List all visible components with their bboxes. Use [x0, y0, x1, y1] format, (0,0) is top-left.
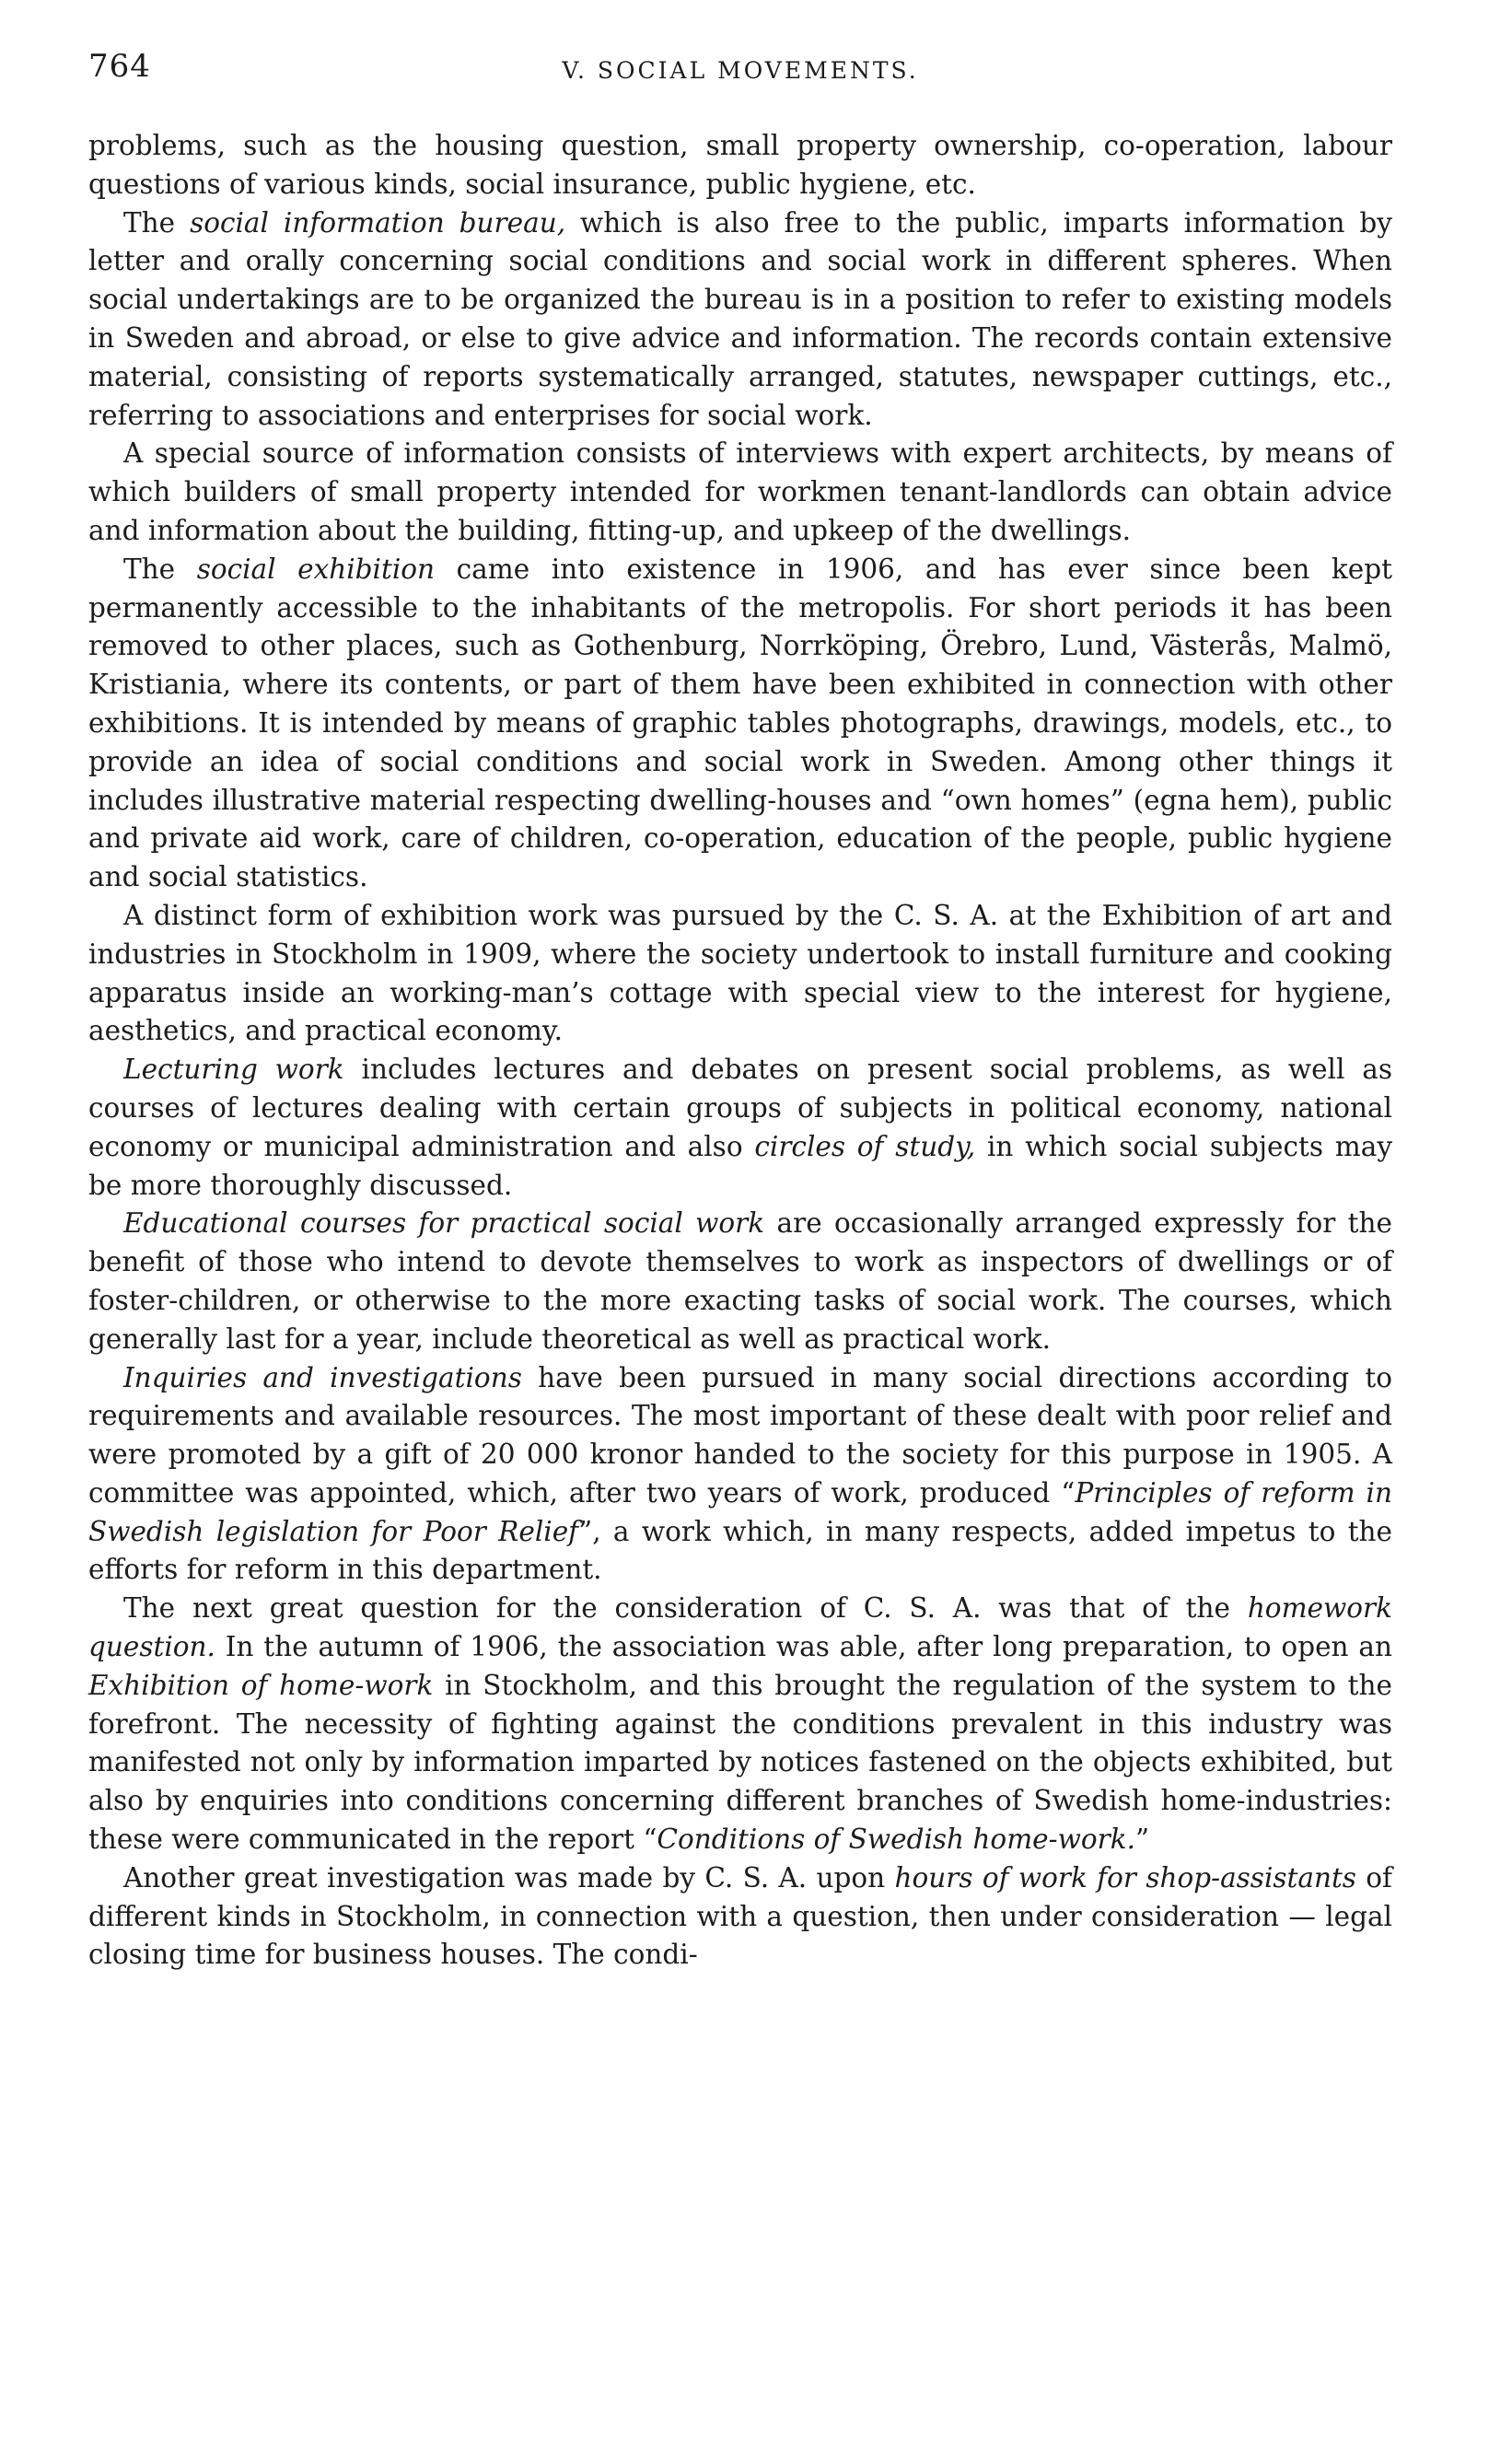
italic-phrase: social information bureau, — [190, 206, 566, 239]
text-run: in Stockholm, and this brought the regulation of the system to the forefront. The necessity of fighting against the conditions prevalent in this industry was manifested not only by information imparted by notices fastened on the objects exhibited, but also by enquiries into conditions concerning different branches of Swedish home-industries: these were communicated in the report “ — [88, 1669, 1392, 1856]
body-text — [88, 127, 1392, 1975]
italic-phrase: homework question. — [88, 1592, 1392, 1663]
italic-phrase: Conditions of Swedish home-work. — [657, 1824, 1135, 1856]
paragraph — [88, 1859, 1392, 1975]
text-run: A special source of information consists of interviews with expert architects, by means of which builders of small property intended for workmen tenant-landlords can obtain advice and information about the building, fitting-up, and upkeep of the dwellings. — [88, 437, 1392, 546]
paragraph — [88, 1359, 1392, 1591]
italic-phrase: Lecturing work — [123, 1054, 344, 1086]
page-number: 764 — [88, 48, 151, 85]
text-run: have been pursued in many social directions according to requirements and available resources. The most important of these dealt with poor relief and were promoted by a gift of 20 000 kronor handed to the society for this purpose in 1905. A committee was appointed, which, after two years of work, produced “ — [88, 1361, 1392, 1509]
text-run: Another great investigation was made by C. S. A. upon — [123, 1861, 895, 1894]
text-run: The — [123, 206, 191, 239]
paragraph — [88, 1205, 1392, 1358]
text-run: which is also free to the public, imparts information by letter and orally concerning social conditions and social work in different spheres. When social undertakings are to be organized the bureau is in a position to refer to existing models in Sweden and abroad, or else to give advice and information. The records contain extensive material, consisting of reports systematically arranged, statutes, newspaper cuttings, etc., referring to associations and enterprises for social work. — [88, 206, 1392, 431]
paragraph — [88, 204, 1392, 436]
paragraph — [88, 1051, 1392, 1205]
italic-phrase: Principles of reform in Swedish legislation for Poor Relief — [88, 1476, 1392, 1547]
text-run: of different kinds in Stockholm, in connection with a question, then under consideration — legal closing time for business houses. The condi- — [88, 1861, 1392, 1971]
book-page — [88, 48, 1392, 1975]
paragraph — [88, 897, 1392, 1051]
text-run: ”, a work which, in many respects, added impetus to the efforts for reform in this department. — [88, 1515, 1393, 1586]
text-run: The next great question for the consideration of C. S. A. was that of the — [123, 1592, 1248, 1625]
text-run: ” — [1134, 1824, 1150, 1856]
text-run: came into existence in 1906, and has ever since been kept permanently accessible to the inhabitants of the metropolis. For short periods it has been removed to other places, such as Gothenburg, Norrköping, Örebro, Lund, Västerås, Malmö, Kristiania, where its contents, or part of them have been exhibited in connection with other exhibitions. It is intended by means of graphic tables photographs, drawings, models, etc., to provide an idea of social conditions and social work in Sweden. Among other things it includes illustrative material respecting dwelling-houses and “own homes” (egna hem), public and private aid work, care of children, co-operation, education of the people, public hygiene and social statistics. — [88, 553, 1392, 893]
paragraph — [88, 551, 1392, 897]
text-run: problems, such as the housing question, small property ownership, co-operation, labour questions of various kinds, social insurance, public hygiene, etc. — [88, 130, 1392, 200]
italic-phrase: social exhibition — [196, 553, 436, 585]
italic-phrase: Exhibition of home-work — [88, 1669, 434, 1701]
italic-phrase: Inquiries and investigations — [123, 1361, 522, 1393]
paragraph — [88, 435, 1392, 550]
text-run: A distinct form of exhibition work was pursued by the C. S. A. at the Exhibition of art and industries in Stockholm in 1909, where the society undertook to install furniture and cooking apparatus inside an working-man’s cottage with special view to the interest for hygiene, aesthetics, and practical economy. — [88, 899, 1392, 1047]
text-run: In the autumn of 1906, the association was able, after long preparation, to open an — [215, 1631, 1392, 1663]
italic-phrase: Educational courses for practical social work — [123, 1207, 765, 1240]
italic-phrase: circles of study, — [754, 1130, 976, 1162]
text-run: The — [123, 553, 197, 585]
paragraph — [88, 127, 1392, 204]
text-run: in which social subjects may be more thoroughly discussed. — [88, 1130, 1392, 1201]
running-head: V. SOCIAL MOVEMENTS. — [562, 57, 919, 84]
text-run: includes lectures and debates on present social problems, as well as courses of lectures dealing with certain groups of subjects in political economy, national economy or municipal administration and also — [88, 1054, 1392, 1162]
paragraph — [88, 1590, 1392, 1859]
italic-phrase: hours of work for shop-assistants — [894, 1861, 1356, 1894]
page-header — [88, 48, 1392, 96]
text-run: are occasionally arranged expressly for the benefit of those who intend to devote themselves to work as inspectors of dwellings or of foster-children, or otherwise to the more exacting tasks of social work. The courses, which generally last for a year, include theoretical as well as practical work. — [88, 1207, 1392, 1355]
